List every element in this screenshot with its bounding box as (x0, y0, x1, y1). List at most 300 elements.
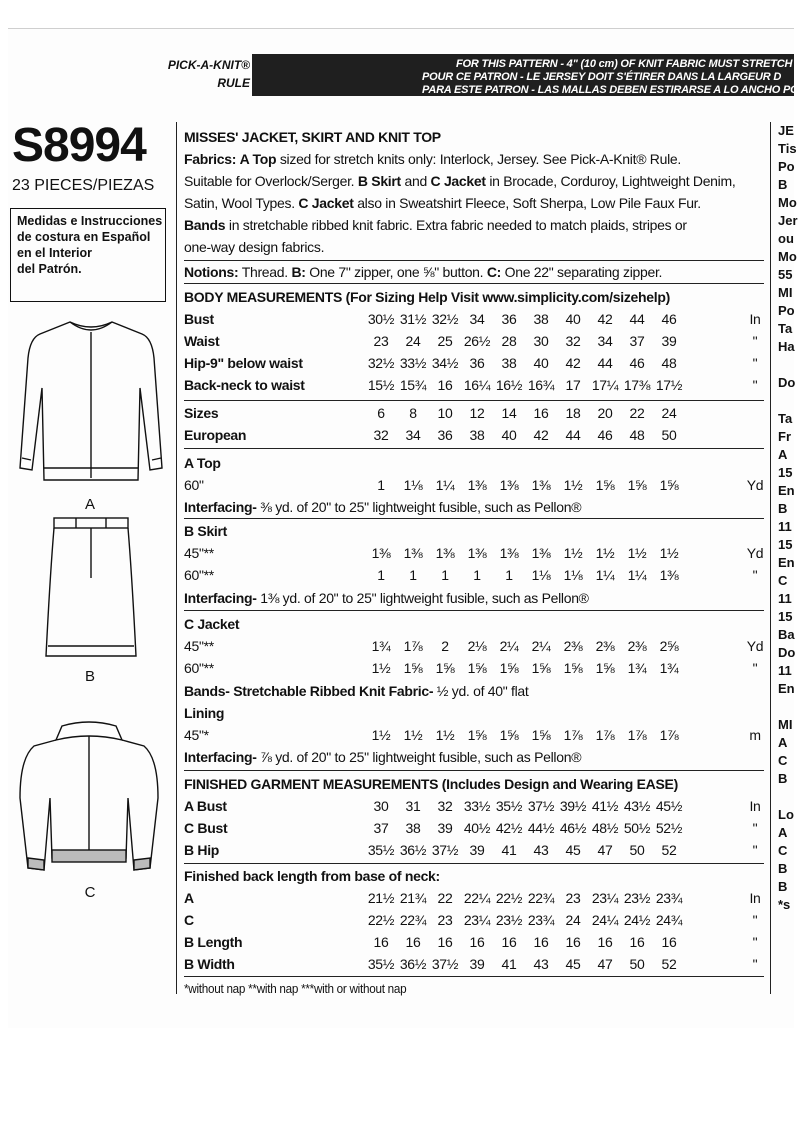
cell-value: 1⅝ (499, 660, 519, 676)
cell-value: 40 (501, 427, 517, 443)
cell-value: 46 (661, 311, 677, 327)
fabrics-line-3: Satin, Wool Types. C Jacket also in Sweatshirt Fleece, Soft Sherpa, Low Pile Faux Fur. (184, 195, 701, 211)
unit-label: " (752, 355, 758, 371)
edge-fragment: JE (778, 123, 794, 138)
cell-value: 48½ (591, 820, 619, 836)
edge-fragment: 15 (778, 537, 793, 552)
cell-value: 1⅜ (499, 477, 519, 493)
cell-value: 47 (597, 842, 613, 858)
cell-value: 1⅝ (595, 477, 615, 493)
edge-fragment: Lo (778, 807, 794, 822)
cell-value: 46½ (559, 820, 587, 836)
cell-value: 22 (629, 405, 645, 421)
cell-value: 1½ (371, 727, 391, 743)
cell-value: 2⅜ (563, 638, 583, 654)
edge-fragment: Po (778, 159, 795, 174)
finished-measurements-header: FINISHED GARMENT MEASUREMENTS (Includes Design and Wearing EASE) (184, 776, 678, 792)
right-column-divider (770, 122, 771, 994)
pattern-number: S8994 (12, 119, 146, 172)
cell-value: 42 (597, 311, 613, 327)
edge-fragment: A (778, 825, 788, 840)
edge-fragment: C (778, 843, 788, 858)
cell-value: 50½ (623, 820, 651, 836)
cell-value: 30½ (367, 311, 395, 327)
cell-value: 23¼ (463, 912, 491, 928)
cell-value: 23 (437, 912, 453, 928)
fabrics-line-2: Suitable for Overlock/Serger. B Skirt and C Jacket in Brocade, Corduroy, Lightweight Denim, (184, 173, 736, 189)
row-label: A (184, 890, 194, 906)
unit-label: " (752, 934, 758, 950)
cell-value: 1½ (659, 545, 679, 561)
cell-value: 36 (469, 355, 485, 371)
cell-value: 16 (437, 934, 453, 950)
c-jacket-lining-title: Lining (184, 705, 225, 721)
cell-value: 22¾ (399, 912, 427, 928)
cell-value: 1¼ (595, 567, 615, 583)
row-label: B Hip (184, 842, 220, 858)
cell-value: 22¾ (527, 890, 555, 906)
cell-value: 16 (597, 934, 613, 950)
cell-value: 36 (501, 311, 517, 327)
cell-value: 23 (373, 333, 389, 349)
cell-value: 33½ (399, 355, 427, 371)
edge-fragment: B (778, 501, 788, 516)
cell-value: 35½ (495, 798, 523, 814)
cell-value: 37 (629, 333, 645, 349)
cell-value: 14 (501, 405, 517, 421)
cell-value: 1⅝ (595, 660, 615, 676)
unit-label: In (749, 311, 761, 327)
cell-value: 1 (409, 567, 417, 583)
cell-value: 6 (377, 405, 385, 421)
cell-value: 1⅝ (627, 477, 647, 493)
c-jacket-title: C Jacket (184, 616, 240, 632)
cell-value: 1½ (563, 545, 583, 561)
row-label: Back-neck to waist (184, 377, 305, 393)
cell-value: 52 (661, 956, 677, 972)
cell-value: 23 (565, 890, 581, 906)
edge-fragment: B (778, 177, 788, 192)
b-skirt-title: B Skirt (184, 523, 228, 539)
fabrics-line-5: one-way design fabrics. (184, 239, 325, 255)
cell-value: 8 (409, 405, 417, 421)
cell-value: 1⅛ (403, 477, 423, 493)
cell-value: 43½ (623, 798, 651, 814)
cell-value: 17½ (655, 377, 683, 393)
cell-value: 44 (597, 355, 613, 371)
unit-label: " (752, 820, 758, 836)
unit-label: " (752, 660, 758, 676)
cell-value: 1 (377, 477, 385, 493)
cell-value: 48 (661, 355, 677, 371)
cell-value: 1⅜ (403, 545, 423, 561)
edge-fragment: Po (778, 303, 795, 318)
cell-value: 16 (629, 934, 645, 950)
cell-value: 1⅞ (595, 727, 615, 743)
cell-value: 23¼ (591, 890, 619, 906)
cell-value: 41 (501, 842, 517, 858)
cell-value: 1 (377, 567, 385, 583)
cell-value: 1⅝ (659, 477, 679, 493)
row-label: 45"* (184, 727, 209, 743)
cell-value: 24½ (623, 912, 651, 928)
cell-value: 1⅜ (531, 545, 551, 561)
cell-value: 20 (597, 405, 613, 421)
row-label: B Width (184, 956, 235, 972)
edge-fragment: ou (778, 231, 794, 246)
cell-value: 16 (469, 934, 485, 950)
pick-a-knit-label: PICK-A-KNIT® RULE (167, 58, 250, 90)
edge-fragment: B (778, 861, 788, 876)
cell-value: 42 (533, 427, 549, 443)
cell-value: 36½ (399, 956, 427, 972)
cell-value: 34 (405, 427, 421, 443)
edge-fragment: 15 (778, 465, 793, 480)
edge-fragment: B (778, 771, 788, 786)
pattern-title: MISSES' JACKET, SKIRT AND KNIT TOP (184, 129, 441, 145)
cell-value: 1⅛ (563, 567, 583, 583)
edge-fragment: 55 (778, 267, 793, 282)
edge-fragment: Ha (778, 339, 795, 354)
unit-label: m (749, 727, 761, 743)
row-label: C Bust (184, 820, 228, 836)
cell-value: 1⅝ (435, 660, 455, 676)
cell-value: 1¼ (435, 477, 455, 493)
edge-fragment: 11 (778, 663, 792, 678)
cell-value: 15½ (367, 377, 395, 393)
body-measurements-header: BODY MEASUREMENTS (For Sizing Help Visit www.simplicity.com/sizehelp) (184, 289, 670, 305)
cell-value: 1⅜ (467, 477, 487, 493)
cell-value: 35½ (367, 842, 395, 858)
cell-value: 30 (533, 333, 549, 349)
edge-fragment: B (778, 879, 788, 894)
row-label: B Length (184, 934, 243, 950)
row-label: C (184, 912, 194, 928)
a-top-title: A Top (184, 455, 221, 471)
cell-value: 37½ (527, 798, 555, 814)
cell-value: 22½ (367, 912, 395, 928)
edge-fragment: 15 (778, 609, 793, 624)
edge-fragment (778, 392, 794, 410)
unit-label: " (752, 842, 758, 858)
cell-value: 1¾ (371, 638, 391, 654)
cell-value: 39 (661, 333, 677, 349)
cell-value: 44 (565, 427, 581, 443)
row-label: Bust (184, 311, 214, 327)
view-a-top-sketch (18, 318, 164, 488)
cell-value: 50 (629, 956, 645, 972)
view-b-label: B (84, 668, 95, 685)
edge-fragment: Ta (778, 321, 793, 336)
cell-value: 16¾ (527, 377, 555, 393)
edge-fragment: Mo (778, 195, 797, 210)
unit-label: Yd (746, 638, 764, 654)
cell-value: 1½ (627, 545, 647, 561)
view-c-label: C (84, 884, 96, 901)
cell-value: 17 (565, 377, 581, 393)
edge-fragment: En (778, 681, 795, 696)
cell-value: 22¼ (463, 890, 491, 906)
cell-value: 1⅞ (403, 638, 423, 654)
edge-fragment (778, 698, 794, 716)
fabrics-line-4: Bands in stretchable ribbed knit fabric. Extra fabric needed to match plaids, stripes or (184, 217, 687, 233)
cell-value: 21½ (367, 890, 395, 906)
edge-fragment: 11 (778, 591, 792, 606)
cell-value: 45 (565, 842, 581, 858)
cell-value: 1⅞ (659, 727, 679, 743)
edge-fragment: Fr (778, 429, 791, 444)
cell-value: 34 (597, 333, 613, 349)
cell-value: 16½ (495, 377, 523, 393)
cell-value: 30 (373, 798, 389, 814)
cell-value: 32 (373, 427, 389, 443)
cell-value: 1½ (371, 660, 391, 676)
cell-value: 1 (505, 567, 513, 583)
cell-value: 25 (437, 333, 453, 349)
cell-value: 39 (469, 842, 485, 858)
cell-value: 2¼ (531, 638, 551, 654)
edge-fragment: Do (778, 645, 796, 660)
cell-value: 1⅜ (435, 545, 455, 561)
edge-fragment: En (778, 483, 795, 498)
edge-fragment (778, 788, 794, 806)
cell-value: 33½ (463, 798, 491, 814)
a-top-interfacing: Interfacing- ⅜ yd. of 20" to 25" lightweight fusible, such as Pellon® (184, 499, 582, 515)
row-label: 60"** (184, 567, 214, 583)
view-a-label: A (84, 496, 95, 513)
cell-value: 32½ (431, 311, 459, 327)
cell-value: 28 (501, 333, 517, 349)
cell-value: 38 (405, 820, 421, 836)
row-label: European (184, 427, 247, 443)
row-label: 60"** (184, 660, 214, 676)
cell-value: 39½ (559, 798, 587, 814)
cell-value: 43 (533, 842, 549, 858)
cell-value: 24¼ (591, 912, 619, 928)
cell-value: 23½ (495, 912, 523, 928)
cell-value: 34½ (431, 355, 459, 371)
cell-value: 1½ (595, 545, 615, 561)
row-label: Waist (184, 333, 220, 349)
edge-fragment: A (778, 735, 788, 750)
edge-fragment: Ta (778, 411, 793, 426)
cell-value: 24 (405, 333, 421, 349)
cell-value: 1⅝ (563, 660, 583, 676)
cell-value: 2⅜ (595, 638, 615, 654)
cell-value: 1⅝ (467, 660, 487, 676)
cell-value: 1⅝ (403, 660, 423, 676)
cell-value: 22½ (495, 890, 523, 906)
next-panel-edge (778, 122, 798, 914)
cell-value: 1¾ (627, 660, 647, 676)
edge-fragment (778, 356, 794, 374)
cell-value: 2⅜ (627, 638, 647, 654)
cell-value: 1⅛ (531, 567, 551, 583)
cell-value: 23½ (623, 890, 651, 906)
c-jacket-bands: Bands- Stretchable Ribbed Knit Fabric- ½ yd. of 40" flat (184, 683, 529, 699)
unit-label: Yd (746, 477, 764, 493)
cell-value: 24 (661, 405, 677, 421)
fabrics-line-1: Fabrics: A Top sized for stretch knits only: Interlock, Jersey. See Pick-A-Knit® Rule. (184, 151, 681, 167)
row-label: Hip-9" below waist (184, 355, 303, 371)
edge-fragment: Ba (778, 627, 795, 642)
row-label: 45"** (184, 545, 214, 561)
edge-fragment: Tis (778, 141, 797, 156)
b-skirt-interfacing: Interfacing- 1⅜ yd. of 20" to 25" lightweight fusible, such as Pellon® (184, 590, 589, 606)
cell-value: 41 (501, 956, 517, 972)
cell-value: 46 (597, 427, 613, 443)
unit-label: Yd (746, 545, 764, 561)
edge-fragment: C (778, 573, 788, 588)
unit-label: " (752, 956, 758, 972)
cell-value: 1⅜ (499, 545, 519, 561)
view-c-jacket-sketch (14, 718, 164, 878)
unit-label: " (752, 567, 758, 583)
cell-value: 16 (501, 934, 517, 950)
cell-value: 2¼ (499, 638, 519, 654)
edge-fragment: *s (778, 897, 791, 912)
cell-value: 43 (533, 956, 549, 972)
cell-value: 1⅝ (499, 727, 519, 743)
cell-value: 44½ (527, 820, 555, 836)
cell-value: 15¾ (399, 377, 427, 393)
unit-label: " (752, 912, 758, 928)
cell-value: 1⅝ (467, 727, 487, 743)
cell-value: 47 (597, 956, 613, 972)
cell-value: 35½ (367, 956, 395, 972)
cell-value: 23¾ (655, 890, 683, 906)
footnote: *without nap **with nap ***with or without nap (184, 981, 407, 996)
left-column-divider (176, 122, 177, 994)
cell-value: 41½ (591, 798, 619, 814)
cell-value: 1⅞ (627, 727, 647, 743)
cell-value: 1½ (435, 727, 455, 743)
row-label: 60" (184, 477, 204, 493)
cell-value: 16 (373, 934, 389, 950)
cell-value: 45 (565, 956, 581, 972)
background-bottom (0, 1028, 794, 1128)
cell-value: 16 (437, 377, 453, 393)
edge-fragment: Do (778, 375, 796, 390)
cell-value: 2⅝ (659, 638, 679, 654)
cell-value: 44 (629, 311, 645, 327)
unit-label: " (752, 377, 758, 393)
cell-value: 36½ (399, 842, 427, 858)
cell-value: 1⅜ (531, 477, 551, 493)
edge-fragment: MI (778, 717, 793, 732)
cell-value: 1 (473, 567, 481, 583)
cell-value: 1⅜ (371, 545, 391, 561)
cell-value: 37½ (431, 842, 459, 858)
cell-value: 17⅜ (623, 377, 651, 393)
cell-value: 31½ (399, 311, 427, 327)
view-b-skirt-sketch (42, 516, 140, 664)
cell-value: 1½ (403, 727, 423, 743)
cell-value: 21¾ (399, 890, 427, 906)
cell-value: 38 (469, 427, 485, 443)
unit-label: In (749, 798, 761, 814)
edge-fragment: En (778, 555, 795, 570)
cell-value: 31 (405, 798, 421, 814)
c-jacket-interfacing: Interfacing- ⅞ yd. of 20" to 25" lightweight fusible, such as Pellon® (184, 749, 582, 765)
cell-value: 40½ (463, 820, 491, 836)
edge-fragment: 11 (778, 519, 792, 534)
cell-value: 50 (629, 842, 645, 858)
edge-fragment: Mo (778, 249, 797, 264)
cell-value: 32 (437, 798, 453, 814)
cell-value: 17¼ (591, 377, 619, 393)
cell-value: 1 (441, 567, 449, 583)
cell-value: 1⅝ (531, 727, 551, 743)
cell-value: 1⅝ (531, 660, 551, 676)
cell-value: 45½ (655, 798, 683, 814)
cell-value: 16 (533, 405, 549, 421)
pick-a-knit-bar: FOR THIS PATTERN - 4" (10 cm) OF KNIT FABRIC MUST STRETCH POUR CE PATRON - LE JERSEY DOIT S'ÉTIRER DANS LA LARGEUR D PARA ESTE PATRON - LAS MALLAS DEBEN ESTIRARSE A LO ANCHO POR (252, 54, 794, 96)
cell-value: 38 (533, 311, 549, 327)
edge-fragment: C (778, 753, 788, 768)
row-label: 45"** (184, 638, 214, 654)
cell-value: 10 (437, 405, 453, 421)
edge-fragment: A (778, 447, 788, 462)
cell-value: 16 (533, 934, 549, 950)
cell-value: 18 (565, 405, 581, 421)
cell-value: 36 (437, 427, 453, 443)
cell-value: 1⅞ (563, 727, 583, 743)
cell-value: 52 (661, 842, 677, 858)
cell-value: 52½ (655, 820, 683, 836)
cell-value: 16 (405, 934, 421, 950)
row-label: A Bust (184, 798, 227, 814)
cell-value: 12 (469, 405, 485, 421)
spanish-instructions-box: Medidas e Instrucciones de costura en Español en el Interior del Patrón. (10, 208, 166, 302)
cell-value: 37½ (431, 956, 459, 972)
cell-value: 16 (565, 934, 581, 950)
cell-value: 38 (501, 355, 517, 371)
cell-value: 37 (373, 820, 389, 836)
cell-value: 39 (469, 956, 485, 972)
pieces-count: 23 PIECES/PIEZAS (12, 177, 155, 194)
cell-value: 46 (629, 355, 645, 371)
cell-value: 40 (565, 311, 581, 327)
cell-value: 22 (437, 890, 453, 906)
cell-value: 42½ (495, 820, 523, 836)
cell-value: 39 (437, 820, 453, 836)
cell-value: 26½ (463, 333, 491, 349)
cell-value: 23¾ (527, 912, 555, 928)
cell-value: 32½ (367, 355, 395, 371)
cell-value: 2 (441, 638, 449, 654)
cell-value: 48 (629, 427, 645, 443)
cell-value: 24¾ (655, 912, 683, 928)
row-label: Sizes (184, 405, 219, 421)
edge-fragment: MI (778, 285, 793, 300)
cell-value: 32 (565, 333, 581, 349)
cell-value: 2⅛ (467, 638, 487, 654)
edge-fragment: Jer (778, 213, 798, 228)
cell-value: 42 (565, 355, 581, 371)
cell-value: 1¾ (659, 660, 679, 676)
cell-value: 1⅜ (467, 545, 487, 561)
cell-value: 24 (565, 912, 581, 928)
cell-value: 1¼ (627, 567, 647, 583)
unit-label: " (752, 333, 758, 349)
back-length-header: Finished back length from base of neck: (184, 868, 440, 884)
cell-value: 34 (469, 311, 485, 327)
cell-value: 1⅜ (659, 567, 679, 583)
cell-value: 16¼ (463, 377, 491, 393)
cell-value: 1½ (563, 477, 583, 493)
cell-value: 16 (661, 934, 677, 950)
